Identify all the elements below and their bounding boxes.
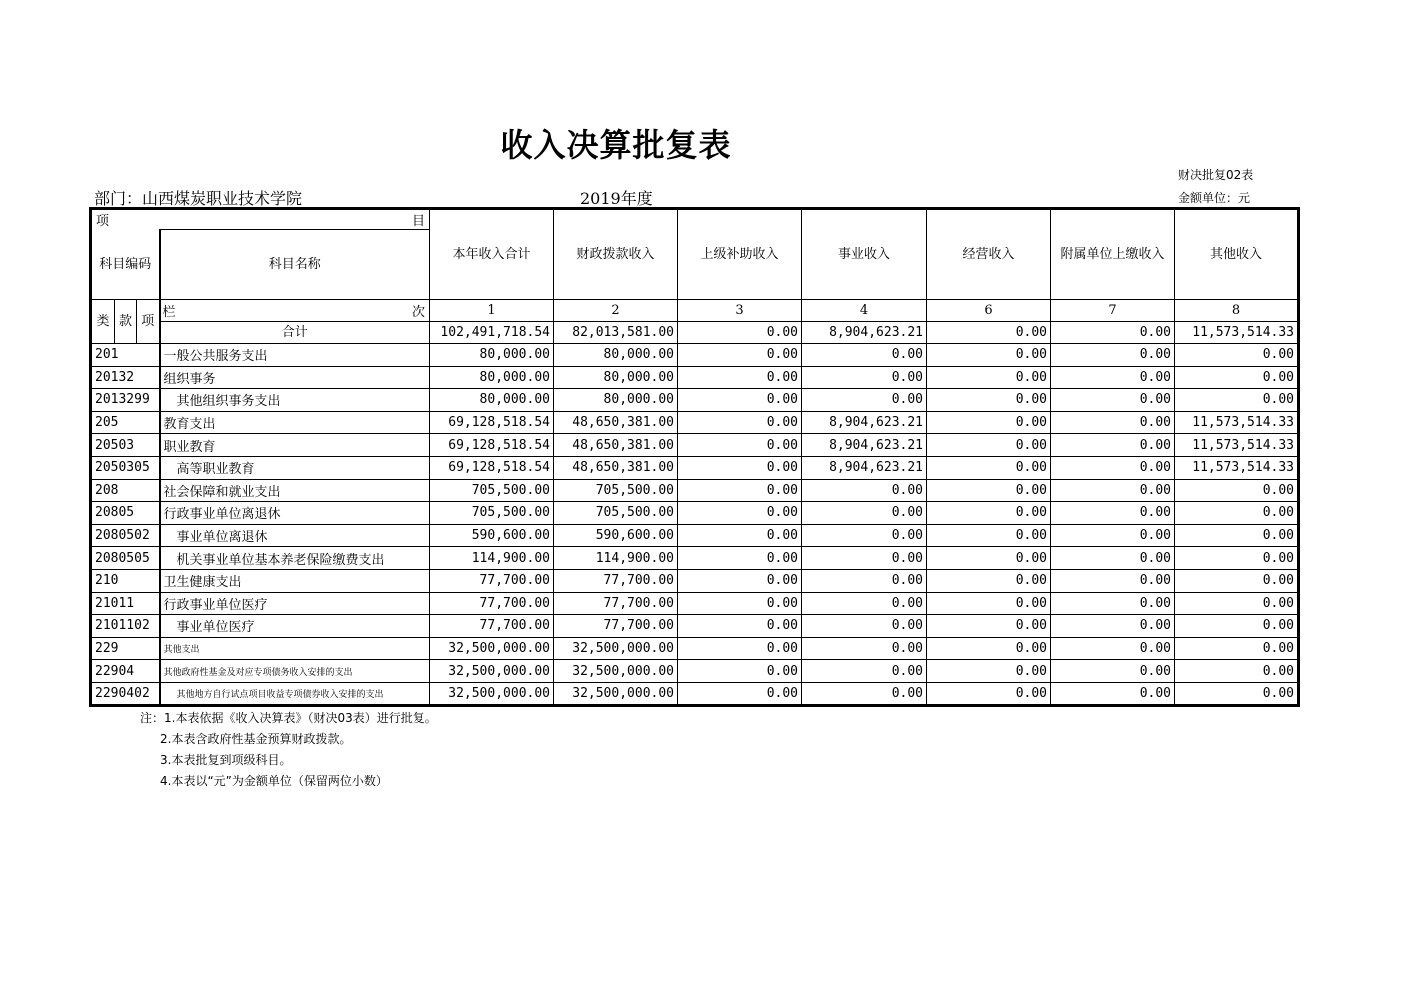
table-row (91, 456, 1299, 479)
subject-name-cell: 其他政府性基金及对应专项债务收入安排的支出 (160, 660, 430, 683)
subject-code-cell: 20805 (91, 502, 160, 525)
amount-cell: 590,600.00 (430, 524, 554, 547)
amount-cell: 0.00 (927, 411, 1051, 434)
amount-cell: 0.00 (678, 411, 802, 434)
amount-cell: 0.00 (802, 682, 927, 705)
subject-name-cell: 其他组织事务支出 (160, 389, 430, 412)
amount-cell: 0.00 (678, 344, 802, 367)
amount-cell: 0.00 (802, 547, 927, 570)
subject-code-cell: 20503 (91, 434, 160, 457)
table-row (91, 660, 1299, 683)
table-row (91, 637, 1299, 660)
amount-cell: 0.00 (802, 389, 927, 412)
amount-cell: 80,000.00 (430, 389, 554, 412)
col-header-superior: 上级补助收入 (678, 209, 802, 300)
subject-code-cell: 2101102 (91, 615, 160, 638)
amount-cell: 32,500,000.00 (430, 637, 554, 660)
header-subject-name: 科目名称 (160, 230, 430, 300)
table-row (91, 479, 1299, 502)
amount-cell: 0.00 (678, 434, 802, 457)
amount-cell: 0.00 (927, 434, 1051, 457)
amount-cell: 0.00 (1051, 502, 1175, 525)
amount-cell: 0.00 (802, 569, 927, 592)
amount-cell: 0.00 (927, 479, 1051, 502)
total-label: 合计 (160, 322, 430, 344)
amount-cell: 0.00 (802, 637, 927, 660)
amount-cell: 0.00 (1175, 569, 1299, 592)
subject-code-cell: 2080502 (91, 524, 160, 547)
total-cell: 0.00 (1051, 322, 1175, 344)
table-row (91, 411, 1299, 434)
total-cell: 0.00 (678, 322, 802, 344)
subject-name-cell: 组织事务 (160, 366, 430, 389)
amount-cell: 0.00 (1051, 569, 1175, 592)
amount-cell: 69,128,518.54 (430, 411, 554, 434)
amount-cell: 0.00 (927, 682, 1051, 705)
amount-cell: 0.00 (1175, 479, 1299, 502)
income-approval-table (89, 207, 1300, 707)
header-xiang-mu: 项 目 (91, 209, 430, 230)
amount-cell: 0.00 (1175, 547, 1299, 570)
amount-cell: 705,500.00 (554, 479, 678, 502)
subject-code-cell: 2013299 (91, 389, 160, 412)
amount-cell: 0.00 (1051, 547, 1175, 570)
subject-code-cell: 201 (91, 344, 160, 367)
amount-cell: 69,128,518.54 (430, 434, 554, 457)
amount-cell: 0.00 (678, 637, 802, 660)
amount-cell: 0.00 (1175, 502, 1299, 525)
amount-cell: 705,500.00 (554, 502, 678, 525)
amount-cell: 705,500.00 (430, 502, 554, 525)
amount-cell: 0.00 (1175, 615, 1299, 638)
department-label: 部门：山西煤炭职业技术学院 (94, 189, 303, 208)
amount-cell: 0.00 (927, 547, 1051, 570)
amount-cell: 0.00 (927, 592, 1051, 615)
total-cell: 82,013,581.00 (554, 322, 678, 344)
note-4: 4.本表以“元”为金额单位（保留两位小数） (160, 774, 388, 788)
amount-cell: 77,700.00 (430, 569, 554, 592)
amount-cell: 0.00 (1051, 479, 1175, 502)
amount-cell: 0.00 (927, 366, 1051, 389)
amount-cell: 0.00 (927, 389, 1051, 412)
header-lan-ci: 栏 次 (160, 300, 430, 322)
amount-cell: 705,500.00 (430, 479, 554, 502)
amount-cell: 0.00 (1175, 344, 1299, 367)
total-cell: 102,491,718.54 (430, 322, 554, 344)
amount-cell: 0.00 (678, 660, 802, 683)
amount-cell: 0.00 (678, 524, 802, 547)
table-row (91, 615, 1299, 638)
amount-cell: 48,650,381.00 (554, 434, 678, 457)
amount-cell: 0.00 (802, 479, 927, 502)
amount-cell: 0.00 (802, 660, 927, 683)
amount-cell: 0.00 (927, 524, 1051, 547)
table-row (91, 389, 1299, 412)
subject-code-cell: 20132 (91, 366, 160, 389)
amount-unit: 金额单位：元 (1178, 191, 1251, 205)
total-cell: 8,904,623.21 (802, 322, 927, 344)
header-lei: 类 (91, 300, 115, 344)
amount-cell: 0.00 (1051, 615, 1175, 638)
amount-cell: 0.00 (1051, 682, 1175, 705)
amount-cell: 80,000.00 (554, 344, 678, 367)
amount-cell: 0.00 (802, 344, 927, 367)
amount-cell: 0.00 (1051, 524, 1175, 547)
amount-cell: 48,650,381.00 (554, 411, 678, 434)
col-number: 4 (802, 300, 927, 322)
subject-name-cell: 事业单位医疗 (160, 615, 430, 638)
amount-cell: 0.00 (927, 502, 1051, 525)
amount-cell: 77,700.00 (554, 592, 678, 615)
total-row (91, 322, 1299, 344)
col-number: 2 (554, 300, 678, 322)
amount-cell: 590,600.00 (554, 524, 678, 547)
subject-name-cell: 职业教育 (160, 434, 430, 457)
amount-cell: 0.00 (1175, 389, 1299, 412)
total-cell: 0.00 (927, 322, 1051, 344)
amount-cell: 0.00 (1175, 366, 1299, 389)
amount-cell: 32,500,000.00 (554, 660, 678, 683)
subject-code-cell: 2080505 (91, 547, 160, 570)
table-row (91, 592, 1299, 615)
form-number: 财决批复02表 (1178, 168, 1254, 182)
amount-cell: 8,904,623.21 (802, 434, 927, 457)
amount-cell: 0.00 (1175, 637, 1299, 660)
table-row (91, 366, 1299, 389)
amount-cell: 0.00 (802, 615, 927, 638)
amount-cell: 0.00 (927, 344, 1051, 367)
amount-cell: 0.00 (1175, 682, 1299, 705)
amount-cell: 0.00 (927, 637, 1051, 660)
amount-cell: 0.00 (1051, 366, 1175, 389)
amount-cell: 32,500,000.00 (554, 682, 678, 705)
amount-cell: 114,900.00 (430, 547, 554, 570)
col-number: 3 (678, 300, 802, 322)
subject-name-cell: 社会保障和就业支出 (160, 479, 430, 502)
amount-cell: 114,900.00 (554, 547, 678, 570)
col-header-affiliate: 附属单位上缴收入 (1051, 209, 1175, 300)
amount-cell: 0.00 (1051, 456, 1175, 479)
table-row (91, 682, 1299, 705)
page-title: 收入决算批复表 (500, 126, 732, 164)
amount-cell: 0.00 (1051, 637, 1175, 660)
amount-cell: 0.00 (678, 569, 802, 592)
subject-code-cell: 208 (91, 479, 160, 502)
amount-cell: 77,700.00 (430, 592, 554, 615)
col-header-other: 其他收入 (1175, 209, 1299, 300)
col-number: 7 (1051, 300, 1175, 322)
amount-cell: 0.00 (802, 502, 927, 525)
subject-name-cell: 行政事业单位医疗 (160, 592, 430, 615)
subject-code-cell: 205 (91, 411, 160, 434)
amount-cell: 0.00 (1175, 524, 1299, 547)
note-2: 2.本表含政府性基金预算财政拨款。 (160, 732, 352, 746)
subject-code-cell: 2290402 (91, 682, 160, 705)
amount-cell: 0.00 (1051, 660, 1175, 683)
amount-cell: 48,650,381.00 (554, 456, 678, 479)
amount-cell: 0.00 (802, 592, 927, 615)
amount-cell: 0.00 (1051, 592, 1175, 615)
amount-cell: 0.00 (802, 366, 927, 389)
col-number: 1 (430, 300, 554, 322)
amount-cell: 77,700.00 (430, 615, 554, 638)
col-header-fiscal: 财政拨款收入 (554, 209, 678, 300)
note-3: 3.本表批复到项级科目。 (160, 753, 292, 767)
amount-cell: 0.00 (1051, 411, 1175, 434)
amount-cell: 0.00 (1051, 389, 1175, 412)
amount-cell: 80,000.00 (430, 366, 554, 389)
amount-cell: 80,000.00 (554, 389, 678, 412)
amount-cell: 0.00 (678, 682, 802, 705)
note-1: 注：1.本表依据《收入决算表》（财决03表）进行批复。 (140, 711, 437, 725)
amount-cell: 0.00 (1175, 592, 1299, 615)
amount-cell: 32,500,000.00 (430, 682, 554, 705)
amount-cell: 0.00 (1051, 434, 1175, 457)
table-row (91, 344, 1299, 367)
header-xiang2: 项 (137, 300, 160, 344)
col-header-business: 事业收入 (802, 209, 927, 300)
amount-cell: 8,904,623.21 (802, 456, 927, 479)
subject-code-cell: 21011 (91, 592, 160, 615)
subject-name-cell: 一般公共服务支出 (160, 344, 430, 367)
amount-cell: 0.00 (927, 615, 1051, 638)
amount-cell: 0.00 (927, 660, 1051, 683)
table-row (91, 524, 1299, 547)
table-row (91, 502, 1299, 525)
subject-name-cell: 机关事业单位基本养老保险缴费支出 (160, 547, 430, 570)
amount-cell: 32,500,000.00 (554, 637, 678, 660)
amount-cell: 77,700.00 (554, 569, 678, 592)
subject-name-cell: 高等职业教育 (160, 456, 430, 479)
subject-name-cell: 事业单位离退休 (160, 524, 430, 547)
amount-cell: 80,000.00 (554, 366, 678, 389)
amount-cell: 0.00 (927, 456, 1051, 479)
col-number: 6 (927, 300, 1051, 322)
amount-cell: 32,500,000.00 (430, 660, 554, 683)
amount-cell: 11,573,514.33 (1175, 411, 1299, 434)
amount-cell: 0.00 (678, 547, 802, 570)
subject-code-cell: 229 (91, 637, 160, 660)
amount-cell: 0.00 (678, 389, 802, 412)
table-row (91, 547, 1299, 570)
subject-code-cell: 210 (91, 569, 160, 592)
col-header-operating: 经营收入 (927, 209, 1051, 300)
year-label: 2019年度 (580, 189, 653, 208)
amount-cell: 0.00 (927, 569, 1051, 592)
amount-cell: 11,573,514.33 (1175, 456, 1299, 479)
amount-cell: 11,573,514.33 (1175, 434, 1299, 457)
amount-cell: 77,700.00 (554, 615, 678, 638)
amount-cell: 0.00 (1175, 660, 1299, 683)
col-header-total: 本年收入合计 (430, 209, 554, 300)
subject-name-cell: 其他地方自行试点项目收益专项债券收入安排的支出 (160, 682, 430, 705)
subject-name-cell: 其他支出 (160, 637, 430, 660)
table-row (91, 434, 1299, 457)
table-row (91, 569, 1299, 592)
amount-cell: 0.00 (678, 366, 802, 389)
notes-block (140, 708, 437, 792)
subject-code-cell: 22904 (91, 660, 160, 683)
amount-cell: 80,000.00 (430, 344, 554, 367)
header-subject-code: 科目编码 (91, 230, 160, 300)
amount-cell: 69,128,518.54 (430, 456, 554, 479)
col-number: 8 (1175, 300, 1299, 322)
total-cell: 11,573,514.33 (1175, 322, 1299, 344)
subject-name-cell: 教育支出 (160, 411, 430, 434)
amount-cell: 0.00 (802, 524, 927, 547)
subject-code-cell: 2050305 (91, 456, 160, 479)
header-kuan: 款 (115, 300, 137, 344)
amount-cell: 0.00 (1051, 344, 1175, 367)
amount-cell: 0.00 (678, 456, 802, 479)
amount-cell: 0.00 (678, 502, 802, 525)
amount-cell: 0.00 (678, 479, 802, 502)
subject-name-cell: 卫生健康支出 (160, 569, 430, 592)
subject-name-cell: 行政事业单位离退休 (160, 502, 430, 525)
amount-cell: 0.00 (678, 615, 802, 638)
amount-cell: 8,904,623.21 (802, 411, 927, 434)
amount-cell: 0.00 (678, 592, 802, 615)
